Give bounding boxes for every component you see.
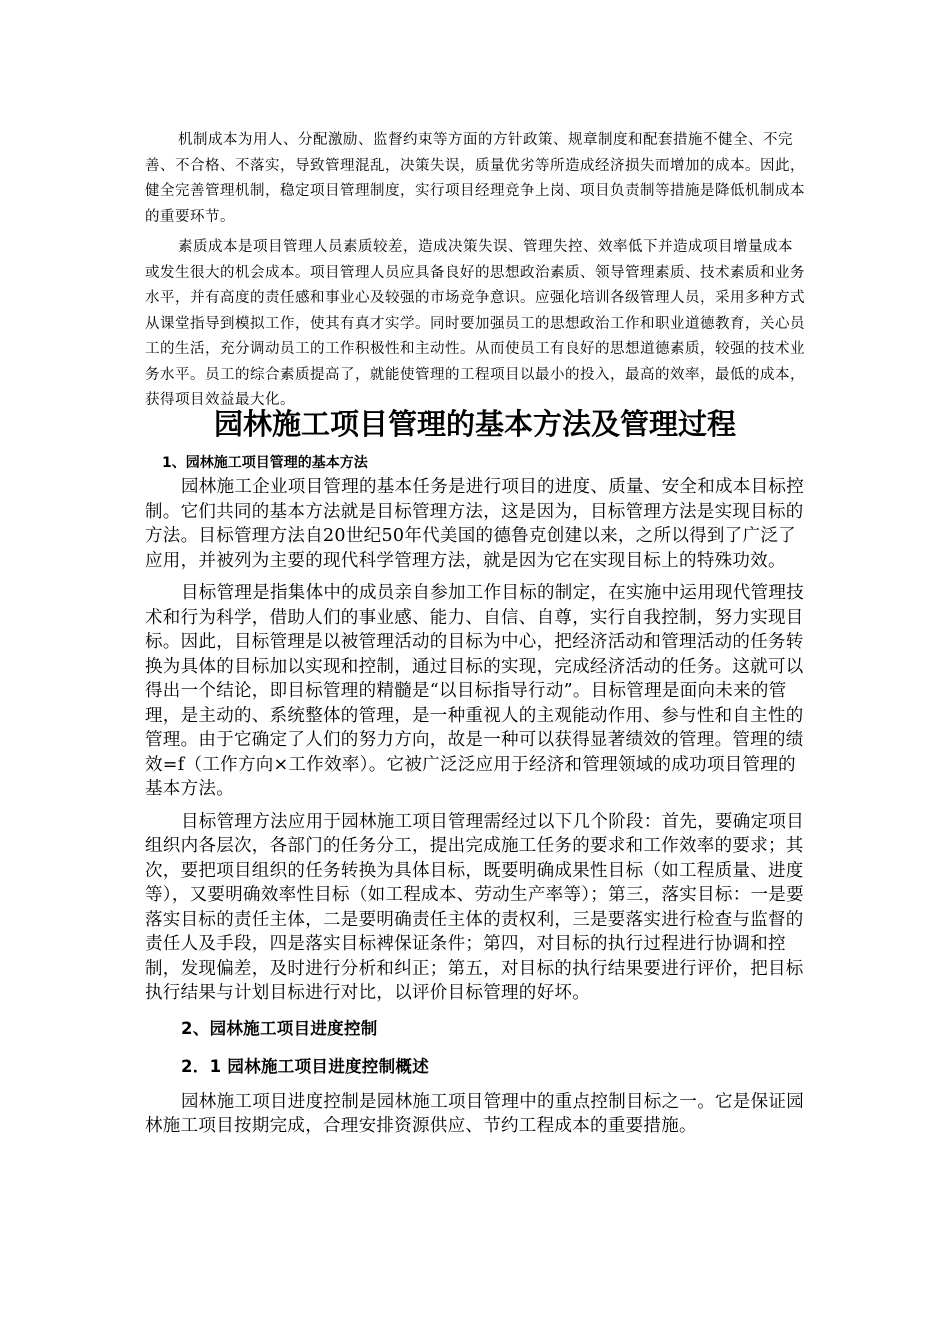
section-heading-basic-method: 1、园林施工项目管理的基本方法 bbox=[162, 455, 368, 471]
paragraph-mechanism-cost: 机制成本为用人、分配激励、监督约束等方面的方针政策、规章制度和配套措施不健全、不完善、不合格、不落实，导致管理混乱，决策失误，质量优劣等所造成经济损失而增加的成本。因此，健全完善管理机制，稳定项目管理制度，实行项目经理竞争上岗、项目负责制等措施是降低机制成本的重要环节。 bbox=[145, 132, 805, 225]
paragraph-quality-cost: 素质成本是项目管理人员素质较差，造成决策失误、管理失控、效率低下并造成项目增量成本或发生很大的机会成本。项目管理人员应具备良好的思想政治素质、领导管理素质、技术素质和业务水平，并有高度的责任感和事业心及较强的市场竞争意识。应强化培训各级管理人员，采用多种方式从课堂指导到模拟工作，使其有真才实学。同时要加强员工的思想政治工作和职业道德教育，关心员工的生活，充分调动员工的工作积极性和主动性。从而使员工有良好的思想道德素质，较强的技术业务水平。员工的综合素质提高了，就能使管理的工程项目以最小的投入，最高的效率，最低的成本，获得项目效益最大化。 bbox=[145, 239, 805, 408]
subsection-heading-progress-overview: 2．1 园林施工项目进度控制概述 bbox=[181, 1056, 430, 1076]
section-heading-progress-control: 2、园林施工项目进度控制 bbox=[181, 1018, 378, 1038]
paragraph-progress-overview: 园林施工项目进度控制是园林施工项目管理中的重点控制目标之一。它是保证园林施工项目按期完成，合理安排资源供应、节约工程成本的重要措施。 bbox=[145, 1091, 804, 1136]
main-body bbox=[145, 475, 805, 1147]
paragraph-stages: 目标管理方法应用于园林施工项目管理需经过以下几个阶段：首先，要确定项目组织内各层次，各部门的任务分工，提出完成施工任务的要求和工作效率的要求；其次，要把项目组织的任务转换为具体目标，既要明确成果性目标（如工程质量、进度等），又要明确效率性目标（如工程成本、劳动生产率等）；第三，落实目标：一是要落实目标的责任主体，二是要明确责任主体的责权利，三是要落实进行检查与监督的责任人及手段，四是落实目标裨保证条件；第四，对目标的执行过程进行协调和控制，发现偏差，及时进行分析和纠正；第五，对目标的执行结果要进行评价，把目标执行结果与计划目标进行对比，以评价目标管理的好坏。 bbox=[145, 811, 804, 1003]
paragraph-basic-task: 园林施工企业项目管理的基本任务是进行项目的进度、质量、安全和成本目标控制。它们共同的基本方法就是目标管理方法，这是因为，目标管理方法是实现目标的方法。目标管理方法自20世纪50年代美国的德鲁克创建以来，之所以得到了广泛了应用，并被列为主要的现代科学管理方法，就是因为它在实现目标上的特殊功效。 bbox=[145, 477, 804, 571]
paragraph-objective-management: 目标管理是指集体中的成员亲自参加工作目标的制定，在实施中运用现代管理技术和行为科学，借助人们的事业感、能力、自信、自尊，实行自我控制，努力实现目标。因此，目标管理是以被管理活动的目标为中心，把经济活动和管理活动的任务转换为具体的目标加以实现和控制，通过目标的实现，完成经济活动的任务。这就可以得出一个结论，即目标管理的精髓是“以目标指导行动”。目标管理是面向未来的管理，是主动的、系统整体的管理，是一种重视人的主观能动作用、参与性和自主性的管理。由于它确定了人们的努力方向，故是一种可以获得显著绩效的管理。管理的绩效=f（工作方向×工作效率）。它被广泛泛应用于经济和管理领域的成功项目管理的基本方法。 bbox=[145, 583, 804, 799]
document-title: 园林施工项目管理的基本方法及管理过程 bbox=[213, 407, 736, 441]
intro-section bbox=[145, 128, 805, 419]
